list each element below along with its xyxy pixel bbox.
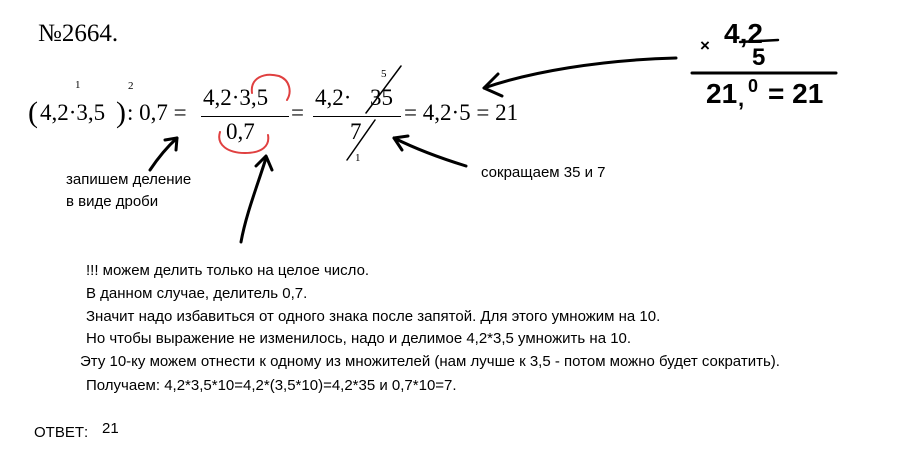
highlight-circle-top [252,75,290,100]
side-calc-underline-multiplier [740,40,778,42]
equals-mid: = [291,100,304,125]
explanation-line-2: В данном случае, делитель 0,7. [86,285,308,302]
explanation-line-3: Значит надо избавиться от одного знака после запятой. Для этого умножим на 10. [86,308,661,325]
explanation-line-4: Но чтобы выражение не изменилось, надо и делимое 4,2*3,5 умножить на 10. [86,330,632,347]
problem-number: №2664. [38,20,119,47]
fraction2-denominator: 7 [350,119,362,144]
side-multiplier: 5 [752,44,766,71]
cancel-result-top: 5 [381,68,387,80]
arrow-denominator [241,158,266,242]
formula-base: 4,2·3,5 [40,100,106,125]
fraction-note-line1: запишем деление [66,171,192,188]
division-tail: : 0,7 = [127,100,187,125]
side-top-value: 4,2 [724,18,763,49]
formula-result: = 4,2·5 = 21 [404,100,519,125]
fraction2-numerator-left: 4,2· [315,85,352,110]
cancel-stroke-35 [366,66,401,113]
cancel-result-bottom: 1 [355,152,361,164]
side-result-comma: , [738,86,745,111]
cancel-stroke-7 [347,120,375,160]
fraction2-numerator-cancelled: 35 [370,85,393,110]
arrow-division [150,138,177,170]
explanation-line-5: Эту 10-ку можем отнести к одному из множителей (нам лучше к 3,5 - потом можно будет сократить). [80,353,780,370]
paren-close: ) [116,96,126,129]
fraction1-numerator: 4,2·3,5 [203,85,269,110]
fraction1-denominator: 0,7 [226,119,255,144]
side-times-sign: × [700,36,710,55]
mark-two: 2 [128,80,134,92]
answer-value: 21 [102,420,119,437]
highlight-circle-bottom [219,132,268,153]
arrow-cancel [394,138,466,166]
arrow-side-calc [484,58,676,88]
side-result-zero: 0 [748,76,759,96]
explanation-line-1: !!! можем делить только на целое число. [86,262,370,279]
answer-label: ОТВЕТ: [34,424,89,441]
mark-one: 1 [75,79,81,91]
paren-open: ( [28,96,38,129]
cancel-note: сокращаем 35 и 7 [481,164,606,181]
side-result-left: 21 [706,78,738,109]
explanation-line-6: Получаем: 4,2*3,5*10=4,2*(3,5*10)=4,2*35 и 0,7*10=7. [86,377,457,394]
fraction-note-line2: в виде дроби [66,193,159,210]
side-result-equals: = 21 [768,78,824,109]
